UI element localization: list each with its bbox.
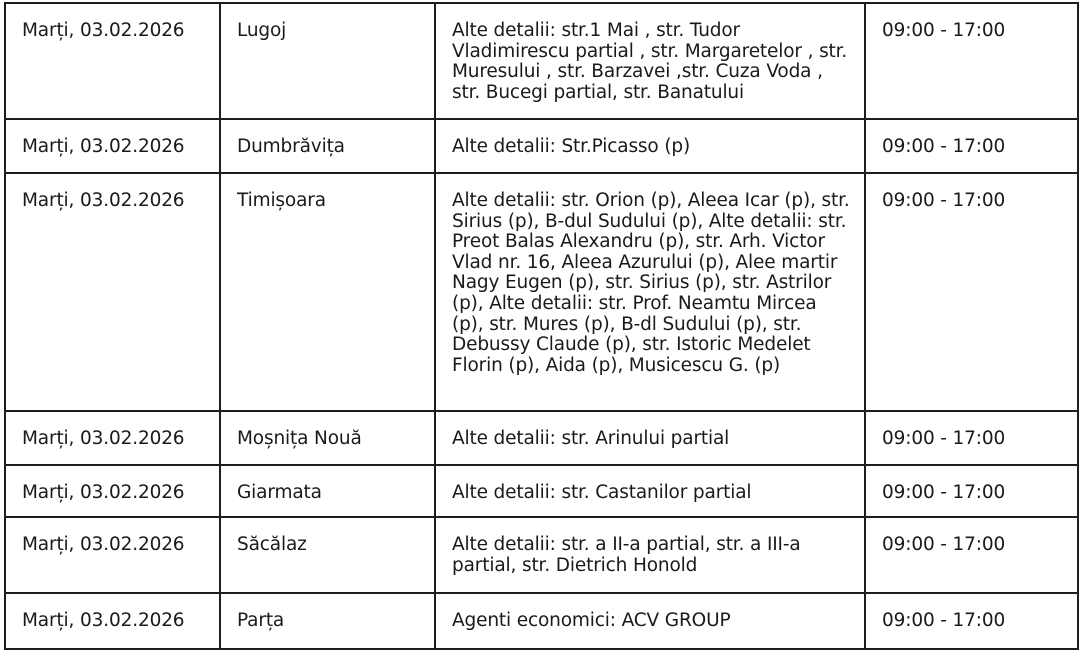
outage-schedule-table — [4, 2, 1079, 650]
table-row — [5, 3, 1078, 119]
date-cell: Marți, 03.02.2026 — [5, 593, 220, 649]
time-interval-cell: 09:00 - 17:00 — [865, 411, 1078, 465]
table-row — [5, 517, 1078, 593]
time-interval-cell: 09:00 - 17:00 — [865, 173, 1078, 411]
table-row — [5, 411, 1078, 465]
date-cell: Marți, 03.02.2026 — [5, 3, 220, 119]
table-row — [5, 119, 1078, 173]
date-cell: Marți, 03.02.2026 — [5, 119, 220, 173]
time-interval-cell: 09:00 - 17:00 — [865, 465, 1078, 517]
location-cell: Dumbrăvița — [220, 119, 435, 173]
details-cell: Alte detalii: str. Orion (p), Aleea Icar (p), str. Sirius (p), B-dul Sudului (p), Alte detalii: str. Preot Balas Alexandru (p), str. Arh. Victor Vlad nr. 16, Aleea Azurului (p), Alee martir Nagy Eugen (p), str. Sirius (p), str. Astrilor (p), Alte detalii: str. Prof. Neamtu Mircea (p), str. Mures (p), B-dl Sudului (p), str. Debussy Claude (p), str. Istoric Medelet Florin (p), Aida (p), Musicescu G. (p) — [435, 173, 865, 411]
date-cell: Marți, 03.02.2026 — [5, 517, 220, 593]
details-cell: Alte detalii: str. a II-a partial, str. a III-a partial, str. Dietrich Honold — [435, 517, 865, 593]
details-cell: Alte detalii: Str.Picasso (p) — [435, 119, 865, 173]
date-cell: Marți, 03.02.2026 — [5, 173, 220, 411]
details-cell: Alte detalii: str. Castanilor partial — [435, 465, 865, 517]
table-row — [5, 593, 1078, 649]
date-cell: Marți, 03.02.2026 — [5, 411, 220, 465]
time-interval-cell: 09:00 - 17:00 — [865, 119, 1078, 173]
table-row — [5, 465, 1078, 517]
time-interval-cell: 09:00 - 17:00 — [865, 3, 1078, 119]
location-cell: Parța — [220, 593, 435, 649]
time-interval-cell: 09:00 - 17:00 — [865, 593, 1078, 649]
location-cell: Moșnița Nouă — [220, 411, 435, 465]
location-cell: Lugoj — [220, 3, 435, 119]
location-cell: Săcălaz — [220, 517, 435, 593]
details-cell: Agenti economici: ACV GROUP — [435, 593, 865, 649]
time-interval-cell: 09:00 - 17:00 — [865, 517, 1078, 593]
details-cell: Alte detalii: str. Arinului partial — [435, 411, 865, 465]
location-cell: Timișoara — [220, 173, 435, 411]
date-cell: Marți, 03.02.2026 — [5, 465, 220, 517]
table-row — [5, 173, 1078, 411]
location-cell: Giarmata — [220, 465, 435, 517]
details-cell: Alte detalii: str.1 Mai , str. Tudor Vladimirescu partial , str. Margaretelor , str. Muresului , str. Barzavei ,str. Cuza Voda , str. Bucegi partial, str. Banatului — [435, 3, 865, 119]
